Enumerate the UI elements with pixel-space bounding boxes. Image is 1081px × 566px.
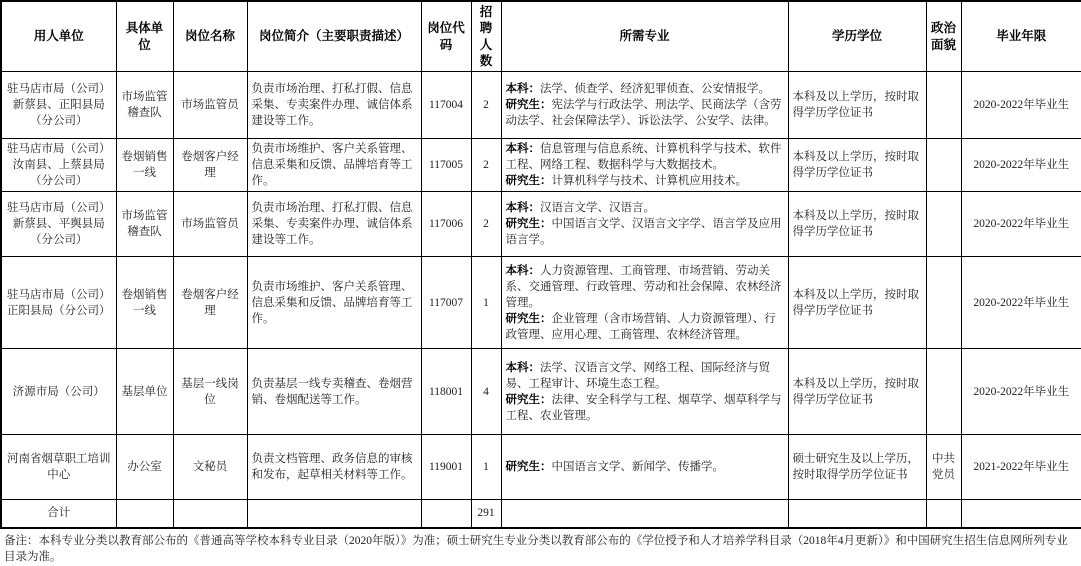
cell-employer: 济源市局（公司） — [1, 349, 116, 435]
cell-grad-year: 2020-2022年毕业生 — [961, 349, 1081, 435]
majors-bachelor-text: 法学、侦查学、经济犯罪侦查、公安情报学。 — [540, 82, 770, 95]
majors-graduate — [506, 173, 784, 189]
total-count: 291 — [471, 500, 501, 528]
total-empty-unit — [116, 500, 173, 528]
majors-graduate-label: 研究生： — [505, 175, 552, 188]
header-row — [1, 1, 1081, 72]
table-row — [1, 72, 1081, 139]
majors-bachelor-label: 本科： — [505, 264, 540, 277]
cell-grad-year: 2020-2022年毕业生 — [961, 192, 1081, 257]
total-empty-code — [421, 500, 471, 528]
majors-graduate-label: 研究生： — [505, 461, 552, 474]
cell-grad-year: 2020-2022年毕业生 — [961, 72, 1081, 139]
cell-description: 负责市场维护、客户关系管理、信息采集和反馈、品牌培育等工作。 — [247, 139, 421, 192]
cell-code: 118001 — [421, 349, 471, 435]
cell-description: 负责基层一线专卖稽查、卷烟营销、卷烟配送等工作。 — [247, 349, 421, 435]
cell-political: 中共党员 — [926, 435, 961, 500]
majors-graduate — [506, 311, 784, 343]
cell-unit: 卷烟销售一线 — [116, 139, 173, 192]
cell-position: 卷烟客户经理 — [173, 257, 247, 349]
cell-majors — [501, 257, 788, 349]
cell-majors — [501, 192, 788, 257]
majors-graduate-label: 研究生： — [505, 393, 552, 406]
majors-graduate-text: 中国语言文学、汉语言文字学、语言学及应用语言学。 — [505, 218, 782, 247]
cell-code: 119001 — [421, 435, 471, 500]
cell-degree: 硕士研究生及以上学历，按时取得学历学位证书 — [788, 435, 926, 500]
header-code: 岗位代码 — [421, 1, 471, 72]
cell-majors — [501, 349, 788, 435]
total-empty-political — [926, 500, 961, 528]
header-description: 岗位简介（主要职责描述） — [247, 1, 421, 72]
cell-count: 1 — [471, 257, 501, 349]
majors-bachelor-label: 本科： — [505, 361, 540, 374]
header-unit: 具体单位 — [116, 1, 173, 72]
cell-unit: 市场监管稽查队 — [116, 192, 173, 257]
total-row — [1, 500, 1081, 528]
cell-count: 4 — [471, 349, 501, 435]
cell-degree: 本科及以上学历，按时取得学历学位证书 — [788, 349, 926, 435]
footnote: 备注：本科专业分类以教育部公布的《普通高等学校本科专业目录（2020年版）》为准；硕士研究生专业分类以教育部公布的《学位授予和人才培养学科目录（2018年4月更新）》和中国研究生招生信息网所列专业目录为准。 — [4, 534, 1068, 564]
cell-grad-year: 2020-2022年毕业生 — [961, 257, 1081, 349]
majors-graduate — [506, 392, 784, 424]
majors-graduate-text: 中国语言文学、新闻学、传播学。 — [551, 461, 724, 474]
cell-position: 卷烟客户经理 — [173, 139, 247, 192]
cell-degree: 本科及以上学历，按时取得学历学位证书 — [788, 257, 926, 349]
table-row — [1, 435, 1081, 500]
cell-grad-year: 2020-2022年毕业生 — [961, 139, 1081, 192]
cell-majors — [501, 139, 788, 192]
majors-graduate — [506, 216, 784, 248]
cell-position: 市场监管员 — [173, 72, 247, 139]
majors-bachelor-text: 信息管理与信息系统、计算机科学与技术、软件工程、网络工程、数据科学与大数据技术。 — [505, 143, 782, 172]
majors-bachelor — [506, 81, 784, 97]
majors-graduate-text: 计算机科学与技术、计算机应用技术。 — [551, 175, 747, 188]
table-row — [1, 257, 1081, 349]
header-degree: 学历学位 — [788, 1, 926, 72]
table-row — [1, 349, 1081, 435]
cell-political — [926, 72, 961, 139]
majors-bachelor-label: 本科： — [505, 82, 540, 95]
majors-bachelor — [506, 200, 784, 216]
table-row — [1, 139, 1081, 192]
cell-unit: 卷烟销售一线 — [116, 257, 173, 349]
total-empty-degree — [788, 500, 926, 528]
cell-code: 117004 — [421, 72, 471, 139]
cell-code: 117005 — [421, 139, 471, 192]
cell-majors — [501, 72, 788, 139]
cell-code: 117007 — [421, 257, 471, 349]
cell-code: 117006 — [421, 192, 471, 257]
total-empty-description — [247, 500, 421, 528]
cell-count: 1 — [471, 435, 501, 500]
cell-employer: 河南省烟草职工培训中心 — [1, 435, 116, 500]
cell-position: 基层一线岗位 — [173, 349, 247, 435]
cell-majors — [501, 435, 788, 500]
header-employer: 用人单位 — [1, 1, 116, 72]
majors-graduate-label: 研究生： — [505, 98, 552, 111]
cell-description: 负责市场治理、打私打假、信息采集、专卖案件办理、诚信体系建设等工作。 — [247, 72, 421, 139]
cell-grad-year: 2021-2022年毕业生 — [961, 435, 1081, 500]
header-position: 岗位名称 — [173, 1, 247, 72]
cell-description: 负责文档管理、政务信息的审核和发布，起草相关材料等工作。 — [247, 435, 421, 500]
table-row — [1, 192, 1081, 257]
majors-bachelor-text: 法学、汉语言文学、网络工程、国际经济与贸易、工程审计、环境生态工程。 — [505, 361, 770, 390]
cell-count: 2 — [471, 139, 501, 192]
cell-employer: 驻马店市局（公司）新蔡县、正阳县局（分公司） — [1, 72, 116, 139]
cell-employer: 驻马店市局（公司）正阳县局（分公司） — [1, 257, 116, 349]
cell-count: 2 — [471, 72, 501, 139]
majors-bachelor-text: 人力资源管理、工商管理、市场营销、劳动关系、交通管理、行政管理、劳动和社会保障、农林经济管理。 — [505, 264, 782, 309]
majors-graduate-text: 宪法学与行政法学、刑法学、民商法学（含劳动法学、社会保障法学）、诉讼法学、公安学、法律。 — [505, 98, 782, 128]
cell-employer: 驻马店市局（公司）汝南县、上蔡县局（分公司） — [1, 139, 116, 192]
total-empty-majors — [501, 500, 788, 528]
header-grad-year: 毕业年限 — [961, 1, 1081, 72]
header-count: 招聘人数 — [471, 1, 501, 72]
majors-bachelor — [506, 263, 784, 311]
cell-degree: 本科及以上学历，按时取得学历学位证书 — [788, 192, 926, 257]
majors-graduate-text: 企业管理（含市场营销、人力资源管理）、行政管理、应用心理、工商管理、农林经济管理。 — [505, 312, 776, 341]
cell-employer: 驻马店市局（公司）新蔡县、平舆县局（分公司） — [1, 192, 116, 257]
cell-degree: 本科及以上学历，按时取得学历学位证书 — [788, 139, 926, 192]
total-label: 合计 — [1, 500, 116, 528]
header-majors: 所需专业 — [501, 1, 788, 72]
cell-position: 文秘员 — [173, 435, 247, 500]
cell-political — [926, 192, 961, 257]
majors-bachelor — [506, 141, 784, 173]
total-empty-grad-year — [961, 500, 1081, 528]
majors-bachelor-label: 本科： — [505, 143, 540, 155]
cell-political — [926, 139, 961, 192]
cell-description: 负责市场维护、客户关系管理、信息采集和反馈、品牌培育等工作。 — [247, 257, 421, 349]
cell-political — [926, 257, 961, 349]
cell-count: 2 — [471, 192, 501, 257]
majors-graduate-text: 法律、安全科学与工程、烟草学、烟草科学与工程、农业管理。 — [505, 393, 782, 422]
majors-graduate-label: 研究生： — [505, 312, 552, 325]
majors-bachelor — [506, 360, 784, 392]
total-empty-position — [173, 500, 247, 528]
cell-degree: 本科及以上学历，按时取得学历学位证书 — [788, 72, 926, 139]
majors-graduate — [506, 97, 784, 129]
cell-position: 市场监管员 — [173, 192, 247, 257]
cell-political — [926, 349, 961, 435]
majors-bachelor-text: 汉语言文学、汉语言。 — [540, 202, 655, 215]
cell-description: 负责市场治理、打私打假、信息采集、专卖案件办理、诚信体系建设等工作。 — [247, 192, 421, 257]
majors-graduate — [506, 459, 784, 475]
cell-unit: 市场监管稽查队 — [116, 72, 173, 139]
majors-graduate-label: 研究生： — [505, 218, 552, 231]
header-political: 政治面貌 — [926, 1, 961, 72]
cell-unit: 办公室 — [116, 435, 173, 500]
cell-unit: 基层单位 — [116, 349, 173, 435]
majors-bachelor-label: 本科： — [505, 202, 540, 215]
